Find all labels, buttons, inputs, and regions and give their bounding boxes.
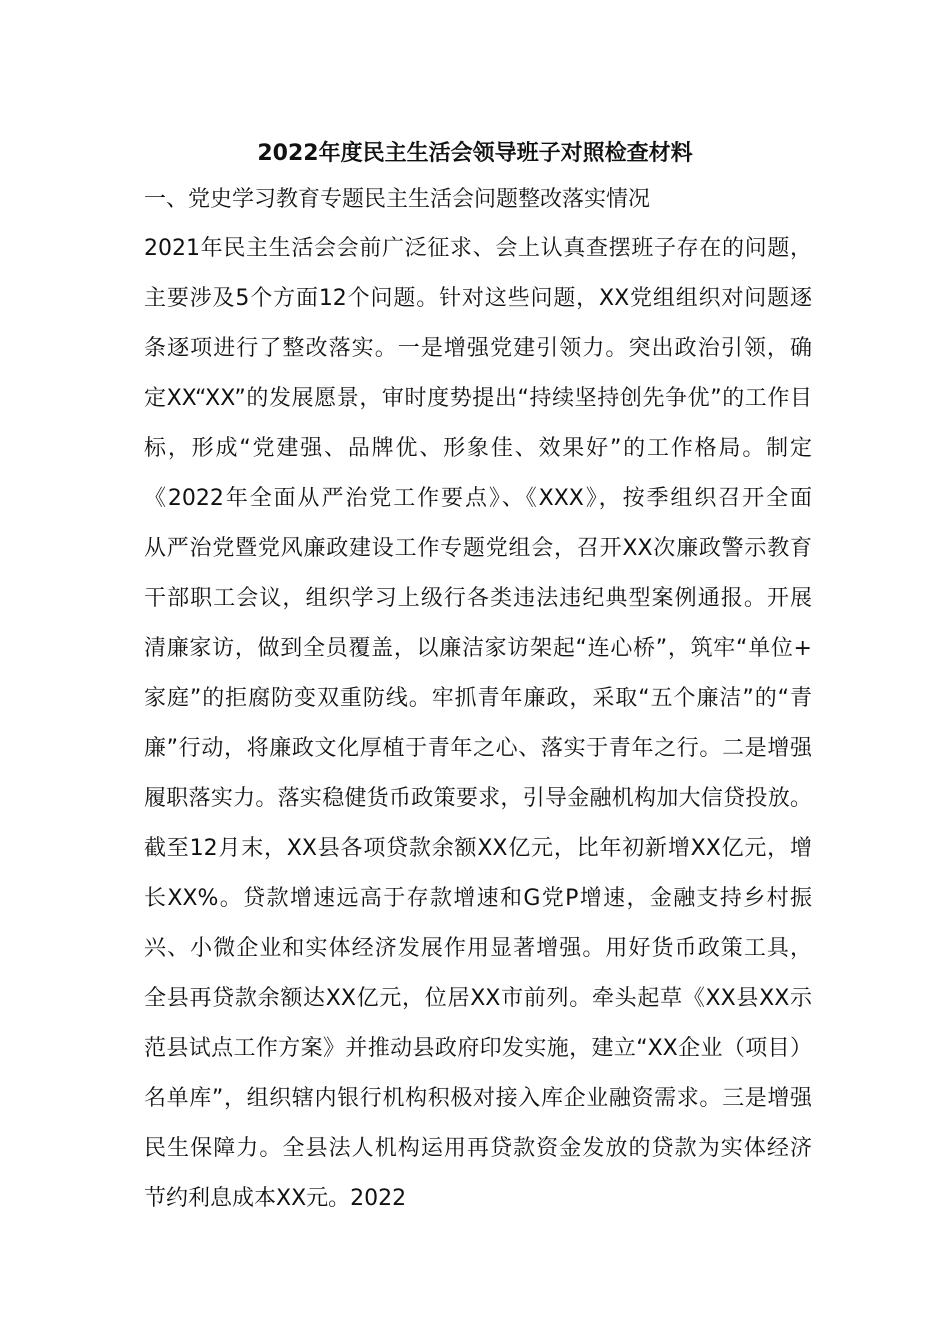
paragraph-line: 主要涉及5个方面12个问题。针对这些问题，XX党组组织对问题逐 xyxy=(144,286,812,311)
paragraph-line: 条逐项进行了整改落实。一是增强党建引领力。突出政治引领，确 xyxy=(144,336,812,361)
paragraph-line: 全县再贷款余额达XX亿元，位居XX市前列。牵头起草《XX县XX示 xyxy=(144,986,812,1011)
document-body xyxy=(144,233,812,1233)
paragraph-line: 从严治党暨党风廉政建设工作专题党组会，召开XX次廉政警示教育 xyxy=(144,536,812,561)
paragraph-line: 清廉家访，做到全员覆盖，以廉洁家访架起“连心桥”，筑牢“单位+ xyxy=(144,636,812,661)
paragraph-line: 节约利息成本XX元。2022 xyxy=(144,1186,407,1211)
paragraph-line: 长XX%。贷款增速远高于存款增速和G党P增速，金融支持乡村振 xyxy=(144,886,812,911)
paragraph-line: 履职落实力。落实稳健货币政策要求，引导金融机构加大信贷投放。 xyxy=(144,786,812,811)
paragraph-line: 2021年民主生活会会前广泛征求、会上认真查摆班子存在的问题， xyxy=(144,236,812,261)
paragraph-line: 截至12月末，XX县各项贷款余额XX亿元，比年初新增XX亿元，增 xyxy=(144,836,812,861)
section-heading: 一、党史学习教育专题民主生活会问题整改落实情况 xyxy=(144,187,651,212)
paragraph-line: 定XX“XX”的发展愿景，审时度势提出“持续坚持创先争优”的工作目 xyxy=(144,386,812,411)
paragraph-line: 范县试点工作方案》并推动县政府印发实施，建立“XX企业（项目） xyxy=(144,1036,812,1061)
paragraph-line: 《2022年全面从严治党工作要点》、《XXX》，按季组织召开全面 xyxy=(144,486,812,511)
document-title: 2022年度民主生活会领导班子对照检查材料 xyxy=(257,141,693,166)
paragraph-line: 干部职工会议，组织学习上级行各类违法违纪典型案例通报。开展 xyxy=(144,586,812,611)
paragraph-line: 兴、小微企业和实体经济发展作用显著增强。用好货币政策工具， xyxy=(144,936,812,961)
paragraph-line: 名单库”，组织辖内银行机构积极对接入库企业融资需求。三是增强 xyxy=(144,1086,812,1111)
paragraph-line: 家庭”的拒腐防变双重防线。牢抓青年廉政，采取“五个廉洁”的“青 xyxy=(144,686,812,711)
paragraph-line: 民生保障力。全县法人机构运用再贷款资金发放的贷款为实体经济 xyxy=(144,1136,812,1161)
paragraph-line: 廉”行动，将廉政文化厚植于青年之心、落实于青年之行。二是增强 xyxy=(144,736,812,761)
paragraph-line: 标，形成“党建强、品牌优、形象佳、效果好”的工作格局。制定 xyxy=(144,436,812,461)
